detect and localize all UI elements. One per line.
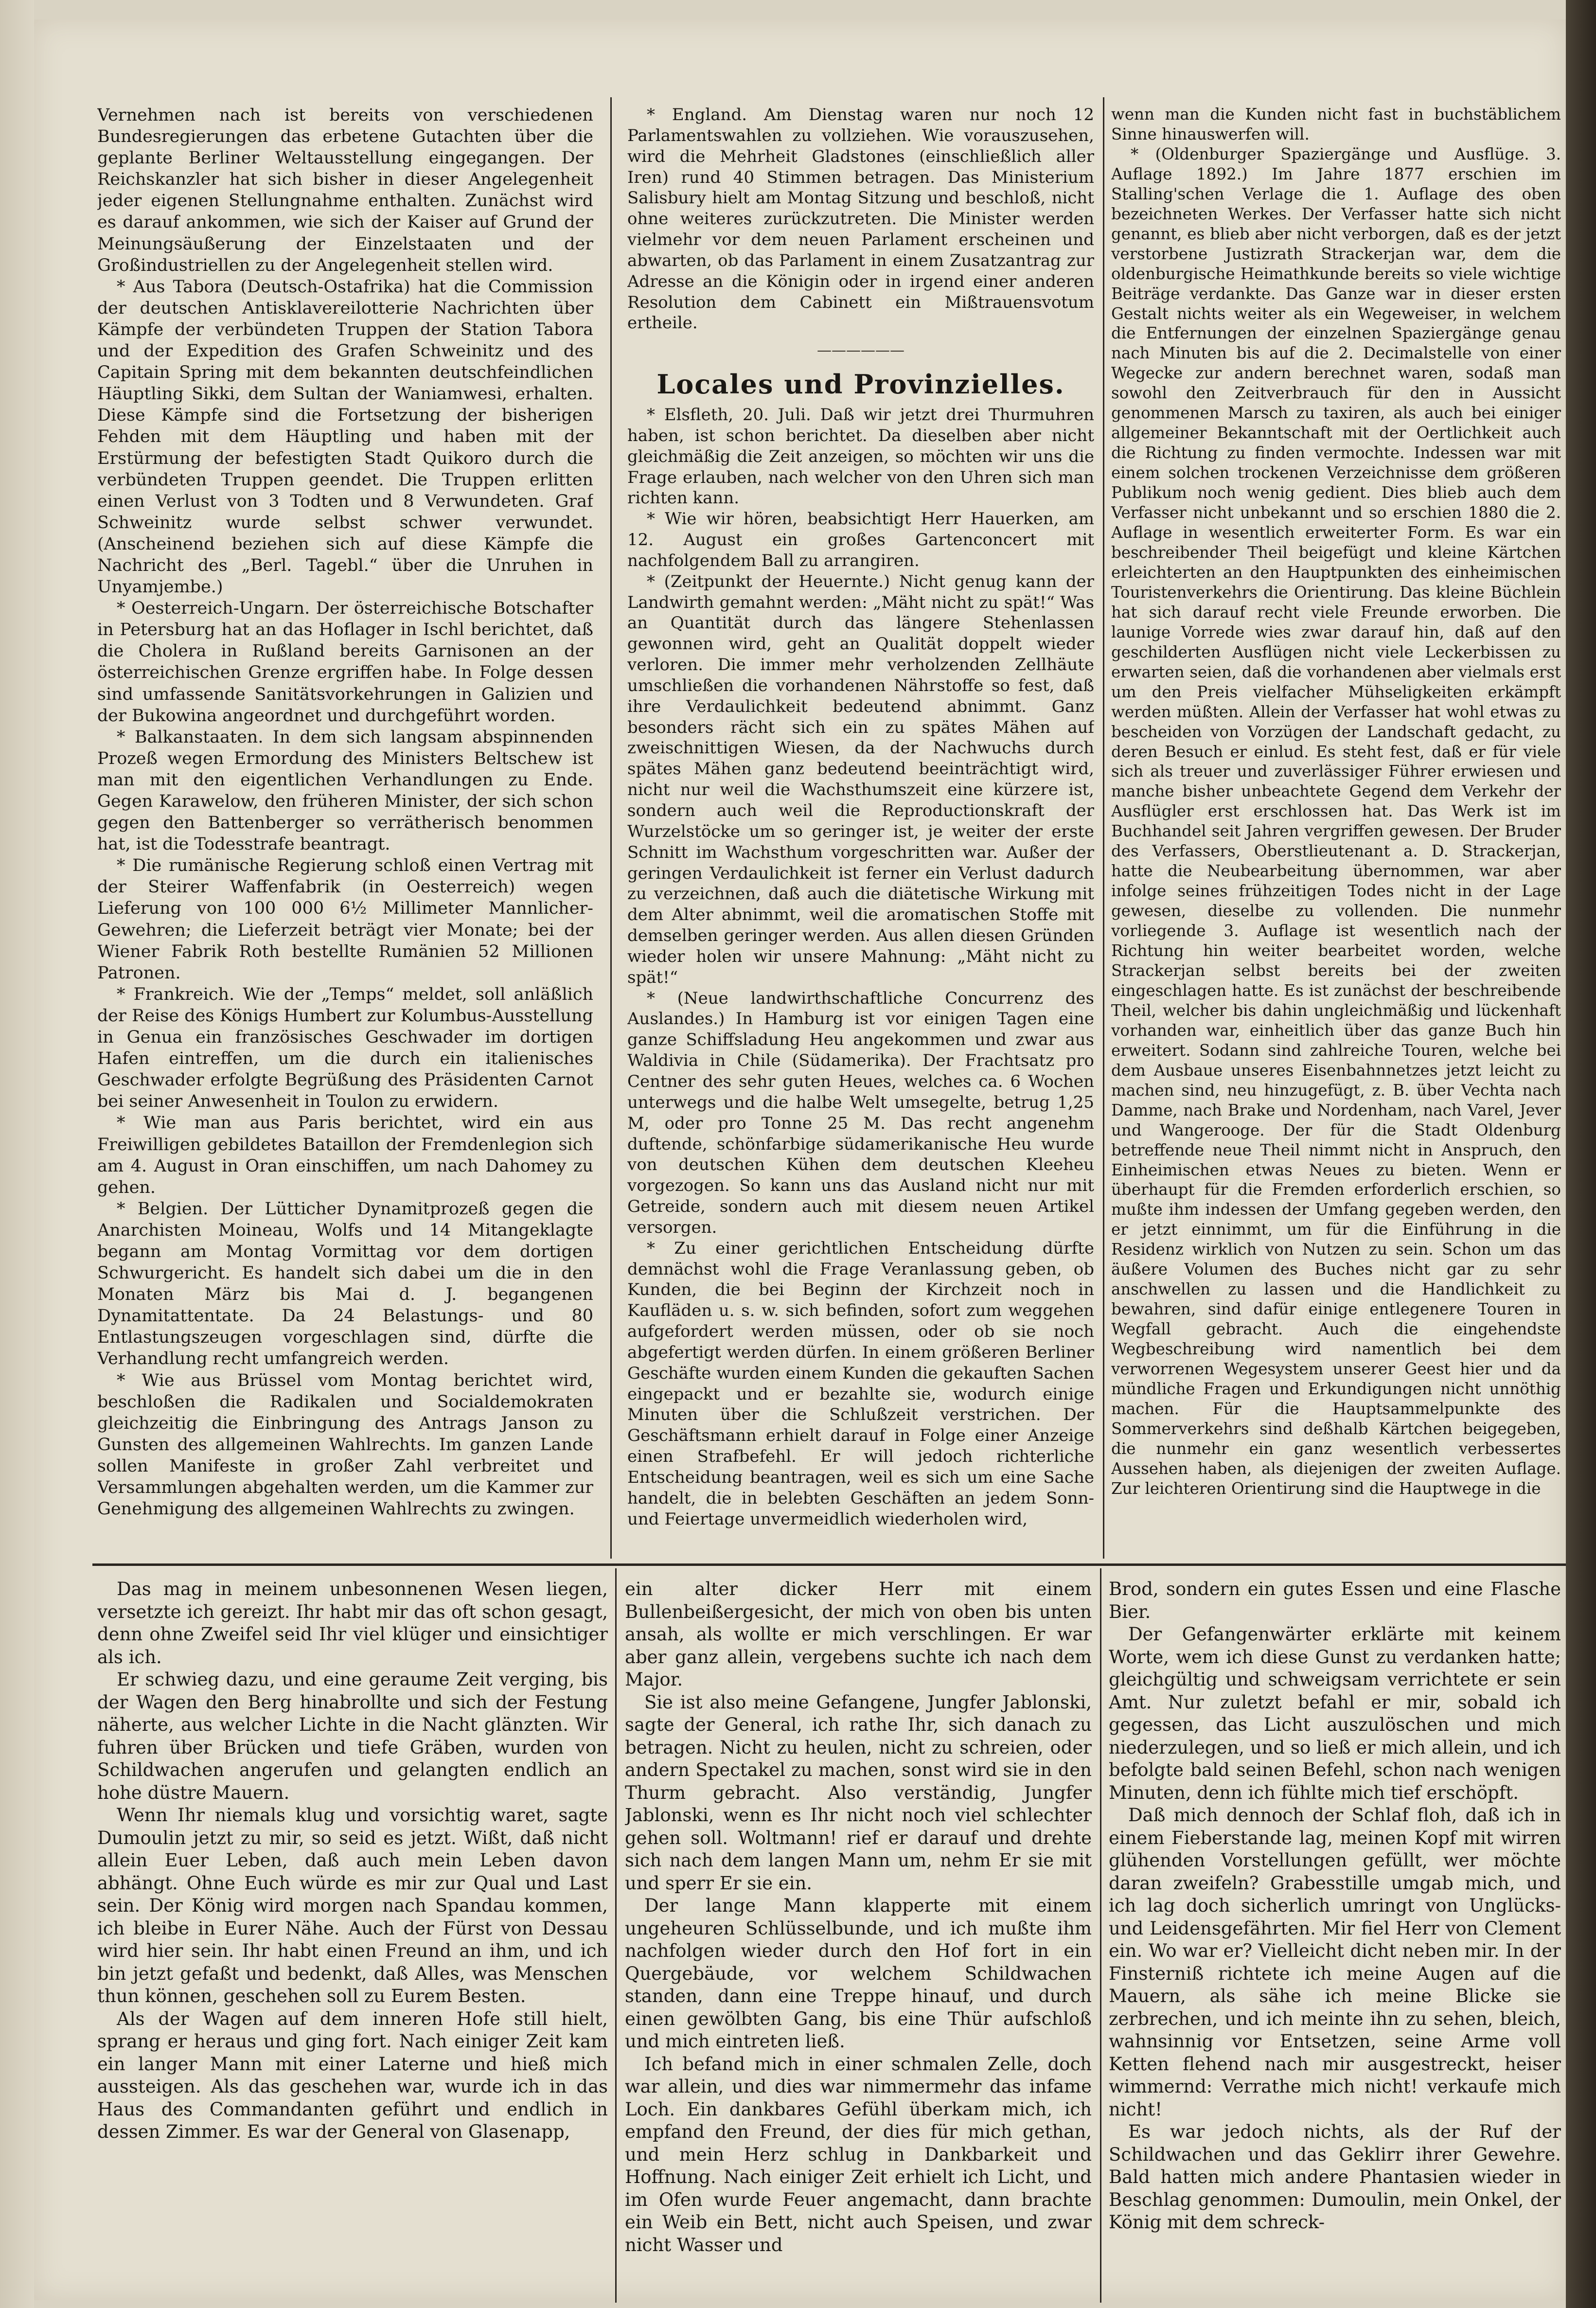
- story-paragraph: Er schwieg dazu, und eine geraume Zeit verging, bis der Wagen den Berg hinabrollte und sich der Festung näherte, aus welcher Lichte in die Nacht glänzten. Wir fuhren über Brücken und tiefe Gräben, wurden von Schildwachen angerufen und gelangten endlich an hohe düstre Mauern.: [97, 1669, 608, 1803]
- story-paragraph: Sie ist also meine Gefangene, Jungfer Jablonski, sagte der General, ich rathe Ihr, sich danach zu betragen. Nicht zu heulen, nicht zu schreien, oder andern Spectakel zu machen, sonst wird sie in den Thurm gebracht. Also verständig, Jungfer Jablonski, wenn es Ihr nicht noch viel schlechter gehen soll. Woltmann! rief er darauf und drehte sich nach dem langen Mann um, nehm Er sie mit und sperr Er sie ein.: [625, 1691, 1092, 1894]
- news-item-belgien: * Belgien. Der Lütticher Dynamitprozeß gegen die Anarchisten Moineau, Wolfs und 14 Mitangeklagte begann am Montag Vormittag vor dem dortigen Schwurgericht. Es handelt sich dabei um die in den Monaten März bis Mai d. J. begangenen Dynamitattentate. Da 24 Belastungs- und 80 Entlastungszeugen vorgeschlagen sind, dürfte die Verhandlung recht umfangreich werden.: [97, 1199, 593, 1369]
- column-rule-top-1: [610, 97, 612, 1559]
- local-item-gartenconcert: * Wie wir hören, beabsichtigt Herr Hauerken, am 12. August ein großes Gartenconcert mit nachfolgendem Ball zu arrangiren.: [627, 509, 1094, 570]
- column-rule-top-2: [1103, 97, 1104, 1559]
- section-heading-locales: Locales und Provinzielles.: [656, 369, 1065, 400]
- story-paragraph: Ich befand mich in einer schmalen Zelle, doch war allein, und dies war nimmermehr das infame Loch. Ein dankbares Gefühl überkam mich, ich empfand den Freund, der dies für mich gethan, und mein Herz schlug in Dankbarkeit und Hoffnung. Nach einiger Zeit erhielt ich Licht, und im Ofen wurde Feuer angemacht, dann brachte ein Weib ein Bett, nicht auch Speisen, und zwar nicht Wasser und: [625, 2053, 1092, 2255]
- news-item-balkanstaaten: * Balkanstaaten. In dem sich langsam abspinnenden Prozeß wegen Ermordung des Ministers Beltschew ist man mit den eigentlichen Verhandlungen zu Ende. Gegen Karawelow, den früheren Minister, der sich schon gegen den Battenberger so verrätherisch benommen hat, ist die Todesstrafe beantragt.: [97, 727, 593, 854]
- local-item-kirchzeit: * Zu einer gerichtlichen Entscheidung dürfte demnächst wohl die Frage Veranlassung geben, ob Kunden, die bei Beginn der Kirchzeit noch in Kaufläden u. s. w. sich befinden, sofort zum weggehen aufgefordert werden müssen, oder ob sie noch abgefertigt werden dürfen. In einem größeren Berliner Geschäfte wurden einem Kunden die gekauften Sachen eingepackt und er bezahlte sie, wodurch einige Minuten über die Schlußzeit verstrichen. Der Geschäftsmann erhielt darauf in Folge einer Anzeige einen Strafbefehl. Er will jedoch richterliche Entscheidung beantragen, weil es sich um eine Sache handelt, die in belebten Geschäften an jedem Sonn- und Feiertage unvermeidlich wiederholen wird,: [627, 1238, 1094, 1529]
- local-item-concurrenz: * (Neue landwirthschaftliche Concurrenz des Auslandes.) In Hamburg ist vor einigen Tagen eine ganze Schiffsladung Heu angekommen und zwar aus Waldivia in Chile (Südamerika). Der Frachtsatz pro Centner des sehr guten Heues, welches ca. 6 Wochen unterwegs und die halbe Welt umsegelte, betrug 1,25 M, oder pro Tonne 25 M. Das recht angenehm duftende, schönfarbige südamerikanische Heu wurde von deutschen Kühen dem deutschen Kleeheu vorgezogen. So kann uns das Ausland nicht nur mit Getreide, sondern auch mit diesem neuen Artikel versorgen.: [627, 988, 1094, 1237]
- story-paragraph: Brod, sondern ein gutes Essen und eine Flasche Bier.: [1109, 1579, 1561, 1622]
- feuilleton-divider: [92, 1563, 1566, 1566]
- news-item-oesterreich-ungarn: * Oesterreich-Ungarn. Der österreichische Botschafter in Petersburg hat an das Hoflager in Ischl berichtet, daß die Cholera in Rußland bereits Garnisonen an der österreichischen Grenze ergriffen habe. In Folge dessen sind umfassende Sanitätsvorkehrungen in Galizien und der Bukowina angeordnet und durchgeführt worden.: [97, 599, 593, 726]
- section-separator: ——————: [817, 342, 904, 359]
- feuilleton-column-3: [1109, 1578, 1561, 2303]
- story-paragraph: Der Gefangenwärter erklärte mit keinem Worte, wem ich diese Gunst zu verdanken hatte; gleichgültig und schweigsam verrichtete er sein Amt. Nur zuletzt befahl er mir, sobald ich gegessen, das Licht auszulöschen und mich niederzulegen, und so ließ er mich allein, und ich befolgte bald seinen Befehl, schon nach wenigen Minuten, denn ich fühlte mich tief erschöpft.: [1109, 1624, 1561, 1803]
- scan-left-margin: [0, 0, 34, 2308]
- story-paragraph: ein alter dicker Herr mit einem Bullenbeißergesicht, der mich von oben bis unten ansah, als wollte er mich verschlingen. Er war aber ganz allein, vergebens suchte ich nach dem Major.: [625, 1579, 1092, 1690]
- news-column-3: [1111, 105, 1561, 1556]
- news-item-england: * England. Am Dienstag waren nur noch 12 Parlamentswahlen zu vollziehen. Wie vorauszusehen, wird die Mehrheit Gladstones (einschließlich aller Iren) rund 40 Stimmen betragen. Das Ministerium Salisbury hielt am Montag Sitzung und beschloß, nicht ohne weiteres zurückzutreten. Die Minister werden vielmehr vor dem neuen Parlament erscheinen und abwarten, ob das Parlament in einem Zusatzantrag zur Adresse an die Königin oder in irgend einer anderen Resolution dem Cabinett ein Mißtrauensvotum ertheile.: [627, 105, 1094, 333]
- news-item-paris-fremdenlegion: * Wie man aus Paris berichtet, wird ein aus Freiwilligen gebildetes Bataillon der Fremdenlegion sich am 4. August in Oran einschiffen, um nach Dahomey zu gehen.: [97, 1113, 593, 1197]
- column-rule-bottom-2: [1100, 1568, 1101, 2303]
- news-column-1: [97, 105, 593, 1556]
- feuilleton-column-2: [625, 1578, 1092, 2303]
- news-column-2: [627, 105, 1094, 1556]
- local-item-elsfleth: * Elsfleth, 20. Juli. Daß wir jetzt drei Thurmuhren haben, ist schon berichtet. Da dieselben aber nicht gleichmäßig die Zeit anzeigen, so möchten wir uns die Frage erlauben, nach welcher von den Uhren sich man richten kann.: [627, 405, 1094, 508]
- news-item-bruessel: * Wie aus Brüssel vom Montag berichtet wird, beschloßen die Radikalen und Socialdemokraten gleichzeitig die Einbringung des Antrags Janson zu Gunsten des allgemeinen Wahlrechts. Im ganzen Lande sollen Manifeste in großer Zahl verbreitet und Versammlungen abgehalten werden, um die Kammer zur Genehmigung des allgemeinen Wahlrechts zu zwingen.: [97, 1370, 593, 1519]
- story-paragraph: Es war jedoch nichts, als der Ruf der Schildwachen und das Geklirr ihrer Gewehre. Bald hatten mich andere Phantasien wieder in Beschlag genommen: Dumoulin, mein Onkel, der König mit dem schreck-: [1109, 2121, 1561, 2233]
- news-item-frankreich: * Frankreich. Wie der „Temps“ meldet, soll anläßlich der Reise des Königs Humbert zur Kolumbus-Ausstellung in Genua ein französisches Geschwader im dortigen Hafen eintreffen, um die durch ein italienisches Geschwader erfolgte Begrüßung des Präsidenten Carnot bei seiner Anwesenheit in Toulon zu erwidern.: [97, 984, 593, 1112]
- local-item-kirchzeit-cont: wenn man die Kunden nicht fast in buchstäblichem Sinne hinauswerfen will.: [1111, 105, 1561, 143]
- story-paragraph: Das mag in meinem unbesonnenen Wesen liegen, versetzte ich gereizt. Ihr habt mir das oft schon gesagt, denn ohne Zweifel seid Ihr viel klüger und einsichtiger als ich.: [97, 1579, 608, 1668]
- story-paragraph: Wenn Ihr niemals klug und vorsichtig waret, sagte Dumoulin jetzt zu mir, so seid es jetzt. Wißt, daß nicht allein Euer Leben, daß auch mein Leben davon abhängt. Ohne Euch würde es mir zur Qual und Last sein. Der König wird morgen nach Spandau kommen, ich bleibe in Eurer Nähe. Auch der Fürst von Dessau wird hier sein. Ihr habt einen Freund an ihm, und ich bin jetzt gefaßt und bedenkt, daß Alles, was Menschen thun können, geschehen soll zu Eurem Besten.: [97, 1805, 608, 2006]
- story-paragraph: Der lange Mann klapperte mit einem ungeheuren Schlüsselbunde, und ich mußte ihm nachfolgen wieder durch den Hof fort in ein Quergebäude, vor welchem Schildwachen standen, dann eine Treppe hinauf, und durch einen gewölbten Gang, bis eine Thür aufschloß und mich eintreten ließ.: [625, 1895, 1092, 2052]
- news-item-tabora: * Aus Tabora (Deutsch-Ostafrika) hat die Commission der deutschen Antisklavereilotterie Nachrichten über Kämpfe der verbündeten Truppen der Station Tabora und der Expedition des Grafen Schweinitz und des Capitain Spring mit dem bekannten deutschfeindlichen Häuptling Sikki, dem Sultan der Waniamwesi, erhalten. Diese Kämpfe sind die Fortsetzung der bisherigen Fehden mit dem Häuptling und haben mit der Erstürmung der befestigten Stadt Quikoro durch die verbündeten Truppen geendet. Die Truppen erlitten einen Verlust von 3 Todten und 8 Verwundeten. Graf Schweinitz wurde selbst schwer verwundet. (Anscheinend beziehen sich auf diese Kämpfe die Nachricht des „Berl. Tagebl.“ über die Unruhen in Unyamjembe.): [97, 277, 593, 597]
- story-paragraph: Als der Wagen auf dem inneren Hofe still hielt, sprang er heraus und ging fort. Nach einiger Zeit kam ein langer Mann mit einer Laterne und hieß mich aussteigen. Als das geschehen war, wurde ich in das Haus des Commandanten geführt und endlich in dessen Zimmer. Es war der General von Glasenapp,: [97, 2008, 608, 2142]
- story-paragraph: Daß mich dennoch der Schlaf floh, daß ich in einem Fieberstande lag, meinen Kopf mit wirren glühenden Vorstellungen gefüllt, wer möchte daran zweifeln? Grabesstille umgab mich, und ich lag doch sicherlich umringt von Unglücks- und Leidensgefährten. Mir fiel Herr von Clement ein. Wo war er? Vielleicht dicht neben mir. In der Finsterniß richtete ich meine Augen auf die Mauern, als sähe ich meine Blicke sie zerbrechen, und ich meinte ihn zu sehen, bleich, wahnsinnig vor Entsetzen, seine Arme voll Ketten flehend nach mir ausgestreckt, heiser wimmernd: Verrathe mich nicht! verkaufe mich nicht!: [1109, 1805, 1561, 2120]
- local-item-heuernte: * (Zeitpunkt der Heuernte.) Nicht genug kann der Landwirth gemahnt werden: „Mäht nicht zu spät!“ Was an Quantität durch das längere Stehenlassen gewonnen wird, geht an Qualität doppelt wieder verloren. Die immer mehr verholzenden Zellhäute umschließen die vorhandenen Nährstoffe so fest, daß ihre Verdaulichkeit bedeutend abnimmt. Ganz besonders rächt sich ein zu spätes Mähen auf zweischnittigen Wiesen, da der Nachwuchs durch spätes Mähen ganz bedeutend beeinträchtigt wird, nicht nur weil die Wachsthumszeit eine kürzere ist, sondern auch weil die Reproductionskraft der Wurzelstöcke um so geringer ist, je weiter der erste Schnitt im Wachsthum vorgeschritten war. Außer der geringen Verdaulichkeit ist ferner ein Verlust dadurch zu verzeichnen, daß auch die diätetische Wirkung mit dem Alter abnimmt, weil die aromatischen Stoffe mit demselben geringer werden. Aus allen diesen Gründen wieder holen wir unsere Mahnung: „Mäht nicht zu spät!“: [627, 571, 1094, 987]
- news-item-rumaenien: * Die rumänische Regierung schloß einen Vertrag mit der Steirer Waffenfabrik (in Oesterreich) wegen Lieferung von 100 000 6½ Millimeter Mannlicher-Gewehren; die Lieferzeit beträgt vier Monate; bei der Wiener Fabrik Roth bestellte Rumänien 52 Millionen Patronen.: [97, 856, 593, 983]
- local-item-spaziergaenge: * (Oldenburger Spaziergänge und Ausflüge. 3. Auflage 1892.) Im Jahre 1877 erschien im Stalling'schen Verlage die 1. Auflage des oben bezeichneten Werkes. Der Verfasser hatte sich nicht genannt, es blieb aber nicht verborgen, daß es der jetzt verstorbene Justizrath Strackerjan war, dem die oldenburgische Heimathkunde bereits so viele wichtige Beiträge verdankte. Das Ganze war in dieser ersten Gestalt nichts weiter als ein Wegeweiser, in welchem die Entfernungen der einzelnen Spaziergänge genau nach Minuten bis auf die 2. Decimalstelle von einer Wegecke zur andern berechnet waren, sodaß man sowohl den Zeitverbrauch für den in Aussicht genommenen Marsch zu taxiren, als auch bei einiger allgemeiner Bekanntschaft mit der Oertlichkeit auch die Richtung zu finden vermochte. Indessen war mit einem solchen trockenen Verzeichnisse dem größeren Publikum noch wenig gedient. Dies blieb auch dem Verfasser nicht unbekannt und so erschien 1880 die 2. Auflage in wesentlich erweiterter Form. Es war ein beschreibender Theil beigefügt und kleine Kärtchen erleichterten an den Hauptpunkten des einheimischen Touristenverkehrs die Orientirung. Das kleine Büchlein hat sich darauf recht viele Freunde erworben. Die launige Vorrede wies zwar darauf hin, daß auf den geschilderten Ausflügen nicht viele Leckerbissen zu erwarten seien, daß die vorhandenen aber vielmals erst um den Preis vielfacher Mühseligkeiten erkämpft werden müßten. Allein der Verfasser hat wohl etwas zu bescheiden von Vorzügen der Landschaft gedacht, zu deren Besuch er einlud. Es steht fest, daß er für viele sich als treuer und zuverlässiger Führer erwiesen und manche bisher unbeachtete Gegend dem Verkehr der Ausflügler erst erschlossen hat. Das Werk ist im Buchhandel seit Jahren vergriffen gewesen. Der Bruder des Verfassers, Oberstlieutenant a. D. Strackerjan, hatte die Neubearbeitung übernommen, war aber infolge seines frühzeitigen Todes nicht in der Lage gewesen, dieselbe zu vollenden. Die nunmehr vorliegende 3. Auflage ist wesentlich nach der Richtung hin weiter bearbeitet worden, welche Strackerjan selbst bereits bei der zweiten eingeschlagen hatte. Es ist zunächst der beschreibende Theil, welcher bis dahin ungleichmäßig und lückenhaft vorhanden war, einheitlich über das ganze Buch hin erweitert. Sodann sind zahlreiche Touren, welche bei dem Ausbaue unseres Eisenbahnnetzes jetzt leicht zu machen sind, neu hinzugefügt, z. B. über Vechta nach Damme, nach Brake und Nordenham, nach Varel, Jever und Wangerooge. Der für die Stadt Oldenburg betreffende neue Theil nimmt nicht in Anspruch, den Einheimischen etwas Neues zu bieten. Wenn er überhaupt für die Fremden erforderlich erschien, so mußte ihm indessen der Umfang gegeben werden, den er jetzt einnimmt, um für die Einführung in die Residenz wirklich von Nutzen zu sein. Schon um das äußere Volumen des Buches nicht gar zu sehr anschwellen zu lassen und die Handlichkeit zu bewahren, sind dafür einige entlegenere Touren in Wegfall gebracht. Auch die eingehendste Wegbeschreibung wird namentlich bei dem verworrenen Wegesystem unserer Geest hier und da mündliche Fragen und Erkundigungen nicht unnöthig machen. Für die Hauptsammelpunkte des Sommerverkehrs sind deßhalb Kärtchen beigegeben, die nunmehr ein ganz wesentlich verbessertes Aussehen haben, als diejenigen der zweiten Auflage. Zur leichteren Orientirung sind die Hauptwege in die: [1111, 144, 1561, 1498]
- column-rule-bottom-1: [615, 1568, 617, 2303]
- news-item-weltausstellung: Vernehmen nach ist bereits von verschiedenen Bundesregierungen das erbetene Gutachten über die geplante Berliner Weltausstellung eingegangen. Der Reichskanzler hat sich bisher in dieser Angelegenheit jeder eigenen Stellungnahme enthalten. Zunächst wird es darauf ankommen, wie sich der Kaiser auf Grund der Meinungsäußerung der Einzelstaaten und der Großindustriellen zu der Angelegenheit stellen wird.: [97, 106, 593, 275]
- feuilleton-column-1: [97, 1578, 608, 2303]
- scan-right-edge: [1566, 0, 1596, 2308]
